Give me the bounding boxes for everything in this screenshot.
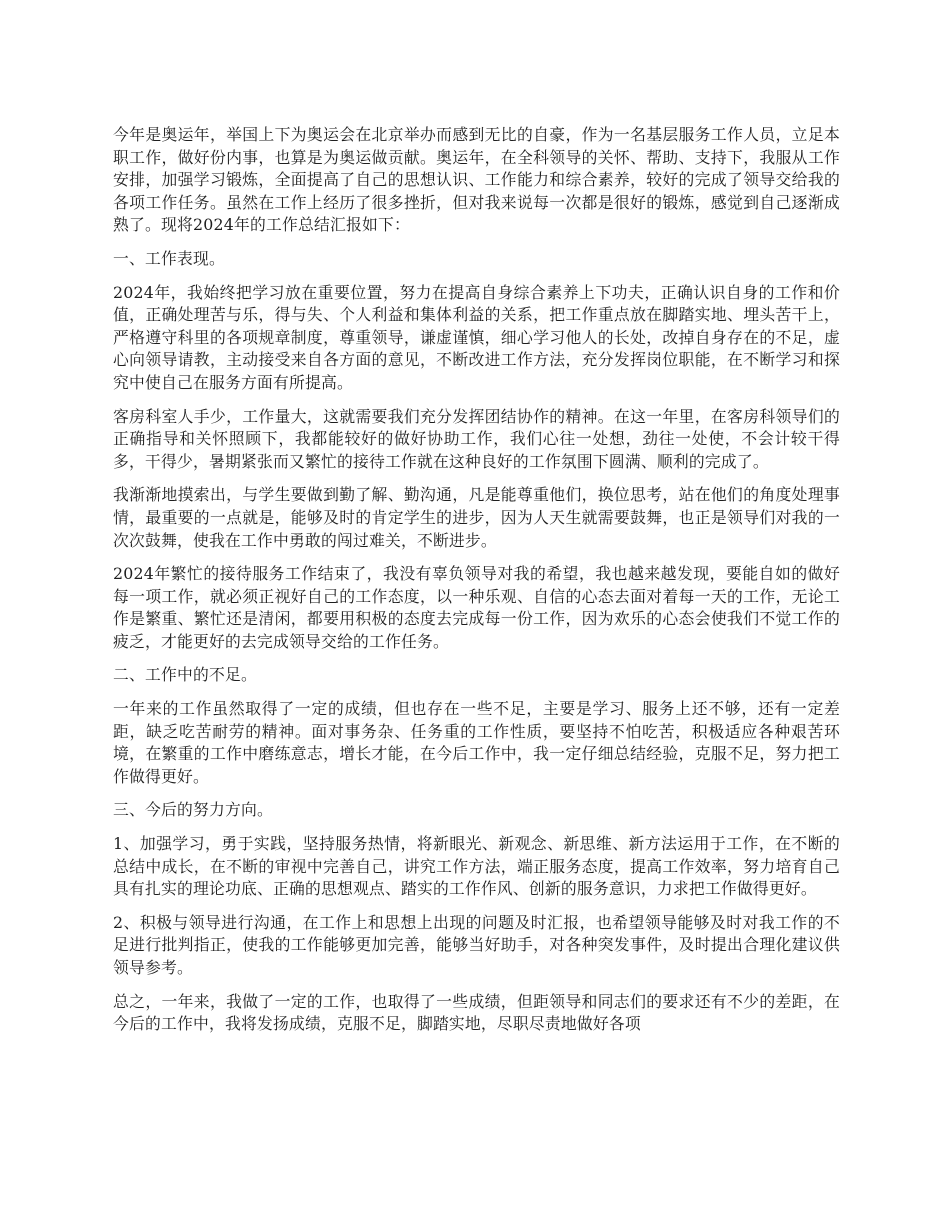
document-body bbox=[113, 124, 840, 1047]
section-heading-future-direction: 三、今后的努力方向。 bbox=[113, 800, 273, 820]
body-paragraph: 我渐渐地摸索出，与学生要做到勤了解、勤沟通，凡是能尊重他们，换位思考，站在他们的角度处理事情，最重要的一点就是，能够及时的肯定学生的进步，因为人天生就需要鼓舞，也正是领导们对我的一次次鼓舞，使我在工作中勇敢的闯过难关，不断进步。 bbox=[113, 485, 840, 550]
body-paragraph: 2024年繁忙的接待服务工作结束了，我没有辜负领导对我的希望，我也越来越发现，要能自如的做好每一项工作，就必须正视好自己的工作态度，以一种乐观、自信的心态去面对着每一天的工作，无论工作是繁重、繁忙还是清闲，都要用积极的态度去完成每一份工作，因为欢乐的心态会使我们不觉工作的疲乏，才能更好的去完成领导交给的工作任务。 bbox=[113, 564, 840, 651]
body-paragraph: 一年来的工作虽然取得了一定的成绩，但也存在一些不足，主要是学习、服务上还不够，还有一定差距，缺乏吃苦耐劳的精神。面对事务杂、任务重的工作性质，要坚持不怕吃苦，积极适应各种艰苦环境，在繁重的工作中磨练意志，增长才能，在今后工作中，我一定仔细总结经验，克服不足，努力把工作做得更好。 bbox=[113, 699, 840, 786]
conclusion-paragraph: 总之，一年来，我做了一定的工作，也取得了一些成绩，但距领导和同志们的要求还有不少的差距，在今后的工作中，我将发扬成绩，克服不足，脚踏实地，尽职尽责地做好各项 bbox=[113, 991, 840, 1034]
section-heading-shortcomings: 二、工作中的不足。 bbox=[113, 665, 257, 685]
intro-paragraph: 今年是奥运年，举国上下为奥运会在北京举办而感到无比的自豪，作为一名基层服务工作人员，立足本职工作，做好份内事，也算是为奥运做贡献。奥运年，在全科领导的关怀、帮助、支持下，我服从工作安排，加强学习锻炼，全面提高了自己的思想认识、工作能力和综合素养，较好的完成了领导交给我的各项工作任务。虽然在工作上经历了很多挫折，但对我来说每一次都是很好的锻炼，感觉到自己逐渐成熟了。现将2024年的工作总结汇报如下： bbox=[113, 125, 840, 235]
body-paragraph: 客房科室人手少，工作量大，这就需要我们充分发挥团结协作的精神。在这一年里，在客房科领导们的正确指导和关怀照顾下，我都能较好的做好协助工作，我们心往一处想，劲往一处使，不会计较干得多，干得少，暑期紧张而又繁忙的接待工作就在这种良好的工作氛围下圆满、顺利的完成了。 bbox=[113, 406, 840, 471]
section-heading-performance: 一、工作表现。 bbox=[113, 248, 225, 268]
list-item-paragraph: 1、加强学习，勇于实践，坚持服务热情，将新眼光、新观念、新思维、新方法运用于工作，在不断的总结中成长，在不断的审视中完善自己，讲究工作方法，端正服务态度，提高工作效率，努力培育自己具有扎实的理论功底、正确的思想观点、踏实的工作作风、创新的服务意识，力求把工作做得更好。 bbox=[113, 834, 840, 899]
list-item-paragraph: 2、积极与领导进行沟通，在工作上和思想上出现的问题及时汇报，也希望领导能够及时对我工作的不足进行批判指正，使我的工作能够更加完善，能够当好助手，对各种突发事件，及时提出合理化建议供领导参考。 bbox=[113, 912, 840, 977]
body-paragraph: 2024年，我始终把学习放在重要位置，努力在提高自身综合素养上下功夫，正确认识自身的工作和价值，正确处理苦与乐，得与失、个人利益和集体利益的关系，把工作重点放在脚踏实地、埋头苦干上，严格遵守科里的各项规章制度，尊重领导，谦虚谨慎，细心学习他人的长处，改掉自身存在的不足，虚心向领导请教，主动接受来自各方面的意见，不断改进工作方法，充分发挥岗位职能，在不断学习和探究中使自己在服务方面有所提高。 bbox=[113, 282, 840, 392]
